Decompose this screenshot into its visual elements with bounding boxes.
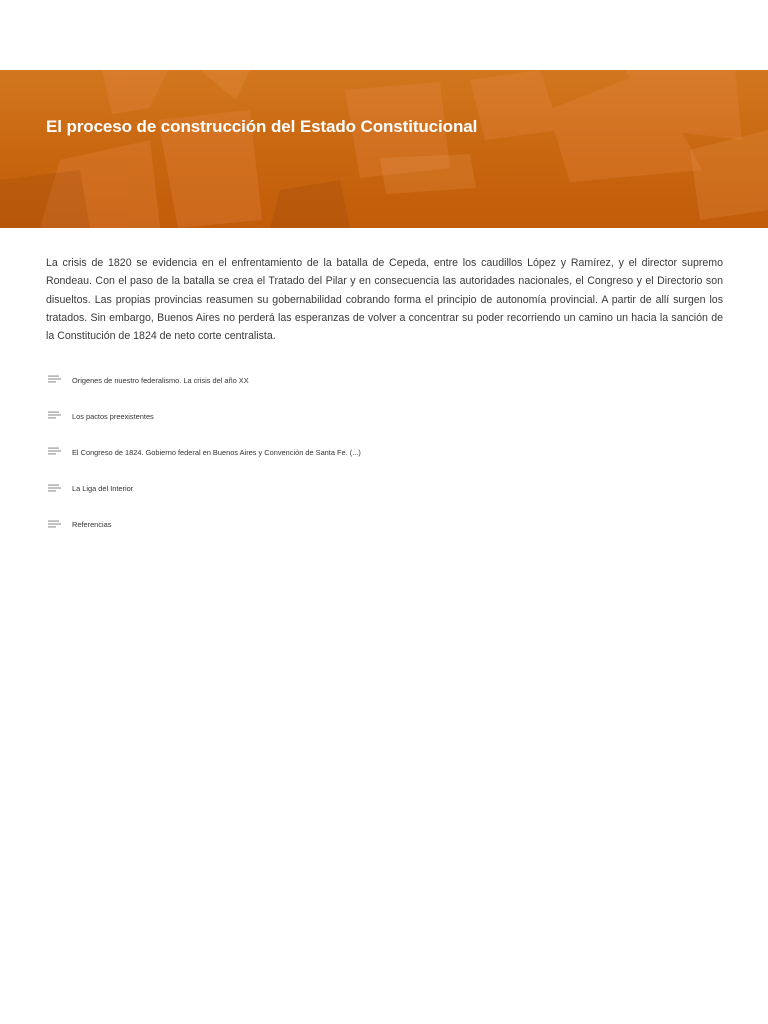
toc-item-label: El Congreso de 1824. Gobierno federal en Buenos Aires y Convención de Santa Fe. (...) — [72, 447, 361, 457]
text-lines-icon — [48, 375, 62, 385]
text-lines-icon — [48, 520, 62, 530]
text-lines-icon — [48, 484, 62, 494]
text-lines-icon — [48, 411, 62, 421]
toc-item-origenes[interactable] — [46, 362, 726, 398]
header-banner — [0, 70, 768, 228]
toc-item-congreso[interactable] — [46, 434, 726, 470]
table-of-contents — [46, 362, 726, 543]
toc-item-pactos[interactable] — [46, 398, 726, 434]
toc-item-label: Los pactos preexistentes — [72, 411, 154, 421]
toc-item-liga[interactable] — [46, 471, 726, 507]
intro-paragraph: La crisis de 1820 se evidencia en el enfrentamiento de la batalla de Cepeda, entre los caudillos López y Ramírez, y el director supremo Rondeau. Con el paso de la batalla se crea el Tratado del Pilar y en consecuencia las autoridades nacionales, el Congreso y el Directorio son disueltos. Las propias provincias reasumen su gobernabilidad cobrando forma el principio de autonomía provincial. A partir de allí surgen los tratados. Sin embargo, Buenos Aires no perderá las esperanzas de volver a concentrar su poder recorriendo un camino un hacia la sanción de la Constitución de 1824 de neto corte centralista. — [46, 257, 723, 343]
toc-item-label: Referencias — [72, 520, 112, 530]
toc-item-label: Origenes de nuestro federalismo. La crisis del año XX — [72, 375, 249, 385]
banner-background-art — [0, 70, 768, 228]
toc-item-referencias[interactable] — [46, 507, 726, 543]
toc-item-label: La Liga del Interior — [72, 484, 134, 494]
text-lines-icon — [48, 447, 62, 457]
page-title: El proceso de construcción del Estado Constitucional — [46, 117, 478, 136]
